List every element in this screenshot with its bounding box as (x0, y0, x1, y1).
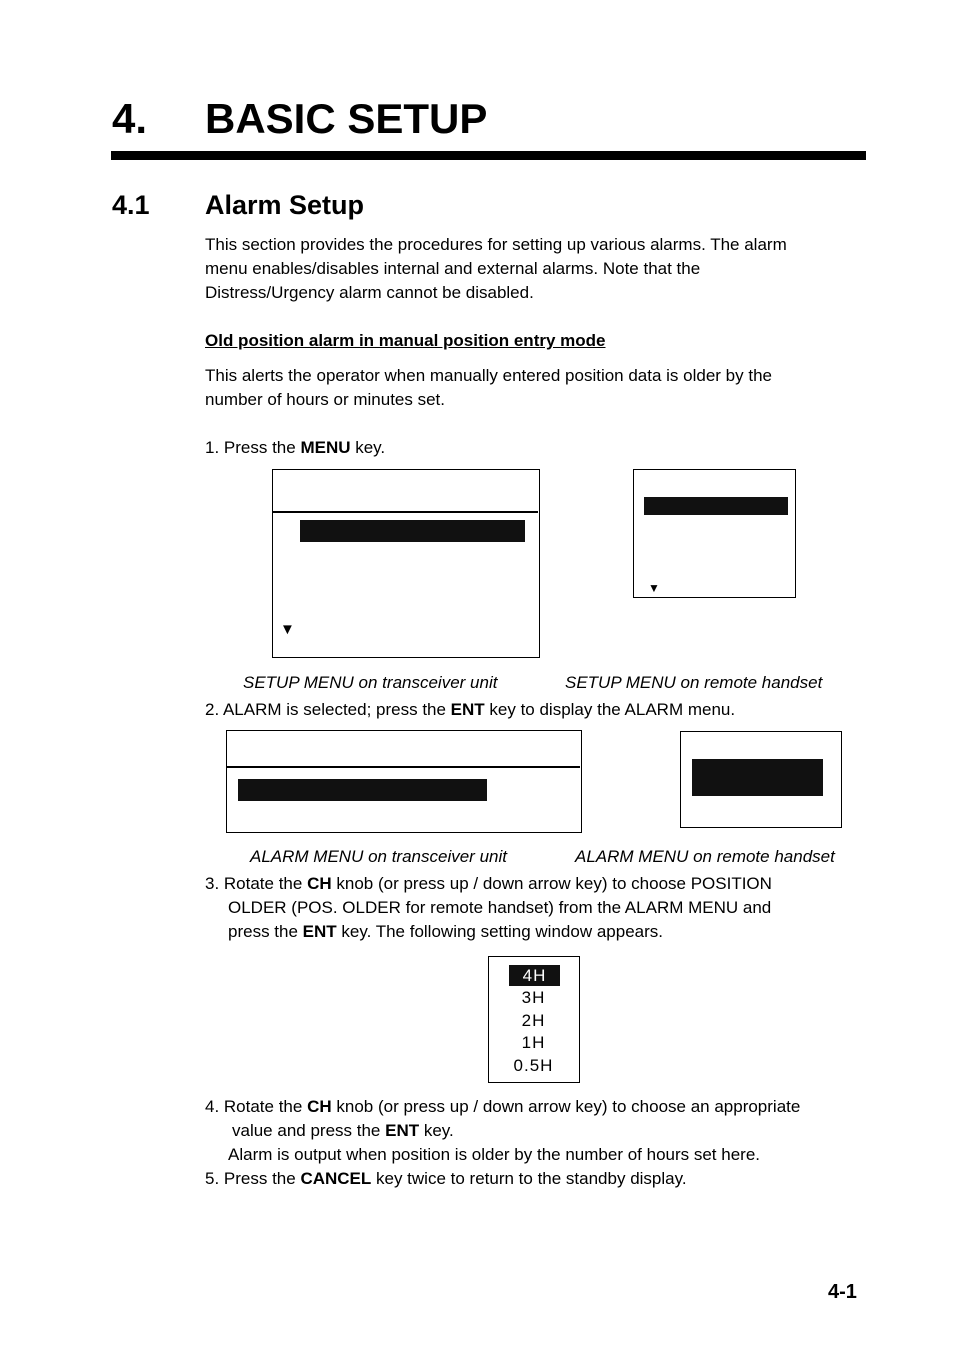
intro-line: This section provides the procedures for setting up various alarms. The alarm (205, 235, 787, 254)
intro-paragraph (205, 233, 855, 305)
highlighted-menu-item (238, 779, 487, 801)
step-4-line-1: 4. Rotate the CH knob (or press up / down arrow key) to choose an appropriate (205, 1097, 801, 1116)
step-1: 1. Press the MENU key. (205, 438, 386, 457)
chapter-title: BASIC SETUP (205, 95, 488, 142)
step-3-line-1: 3. Rotate the CH knob (or press up / down arrow key) to choose POSITION (205, 874, 772, 893)
caption-setup-transceiver: SETUP MENU on transceiver unit (243, 673, 498, 692)
chapter-number: 4. (112, 95, 148, 142)
option-item[interactable]: 1H (521, 1033, 546, 1052)
step-4-line-2: value and press the ENT key. (232, 1121, 454, 1140)
subheading: Old position alarm in manual position entry mode (205, 331, 606, 350)
sub-line: number of hours or minutes set. (205, 390, 446, 409)
step-5: 5. Press the CANCEL key twice to return to the standby display. (205, 1169, 687, 1188)
step-3-line-2: OLDER (POS. OLDER for remote handset) from the ALARM MENU and (228, 898, 772, 917)
setup-menu-transceiver-screen (272, 469, 540, 658)
alarm-menu-handset-screen (680, 731, 842, 828)
sub-line: This alerts the operator when manually entered position data is older by the (205, 366, 772, 385)
ent-key: ENT (302, 922, 337, 941)
option-item[interactable]: 3H (521, 988, 546, 1007)
highlighted-menu-item (692, 759, 823, 796)
caption-alarm-transceiver: ALARM MENU on transceiver unit (250, 847, 507, 866)
option-selected[interactable]: 4H (509, 965, 560, 986)
step-3-line-3: press the ENT key. The following setting window appears. (228, 922, 663, 941)
step-2: 2. ALARM is selected; press the ENT key to display the ALARM menu. (205, 700, 736, 719)
ch-key: CH (307, 1097, 332, 1116)
menu-key: MENU (300, 438, 351, 457)
option-item[interactable]: 2H (521, 1011, 546, 1030)
option-item[interactable]: 0.5H (513, 1056, 554, 1075)
ent-key: ENT (450, 700, 485, 719)
intro-line: Distress/Urgency alarm cannot be disabled. (205, 283, 534, 302)
caption-setup-handset: SETUP MENU on remote handset (565, 673, 823, 692)
setup-menu-handset-screen (633, 469, 796, 598)
alarm-menu-transceiver-screen (226, 730, 582, 833)
intro-line: menu enables/disables internal and external alarms. Note that the (205, 259, 701, 278)
sub-paragraph (205, 364, 855, 412)
section-title: Alarm Setup (205, 190, 365, 220)
step-4-line-3: Alarm is output when position is older by the number of hours set here. (228, 1145, 761, 1164)
cancel-key: CANCEL (300, 1169, 372, 1188)
position-older-setting-window (488, 956, 580, 1083)
highlighted-menu-item (644, 497, 788, 515)
down-triangle-icon: ▼ (648, 581, 660, 595)
screen-divider (273, 511, 538, 513)
section-number: 4.1 (112, 190, 150, 220)
caption-alarm-handset: ALARM MENU on remote handset (575, 847, 835, 866)
chapter-rule (111, 151, 866, 160)
down-triangle-icon: ▼ (280, 621, 295, 638)
ent-key: ENT (385, 1121, 420, 1140)
ch-key: CH (307, 874, 332, 893)
page-number: 4-1 (828, 1281, 857, 1303)
screen-divider (227, 766, 580, 768)
highlighted-menu-item (300, 520, 525, 542)
